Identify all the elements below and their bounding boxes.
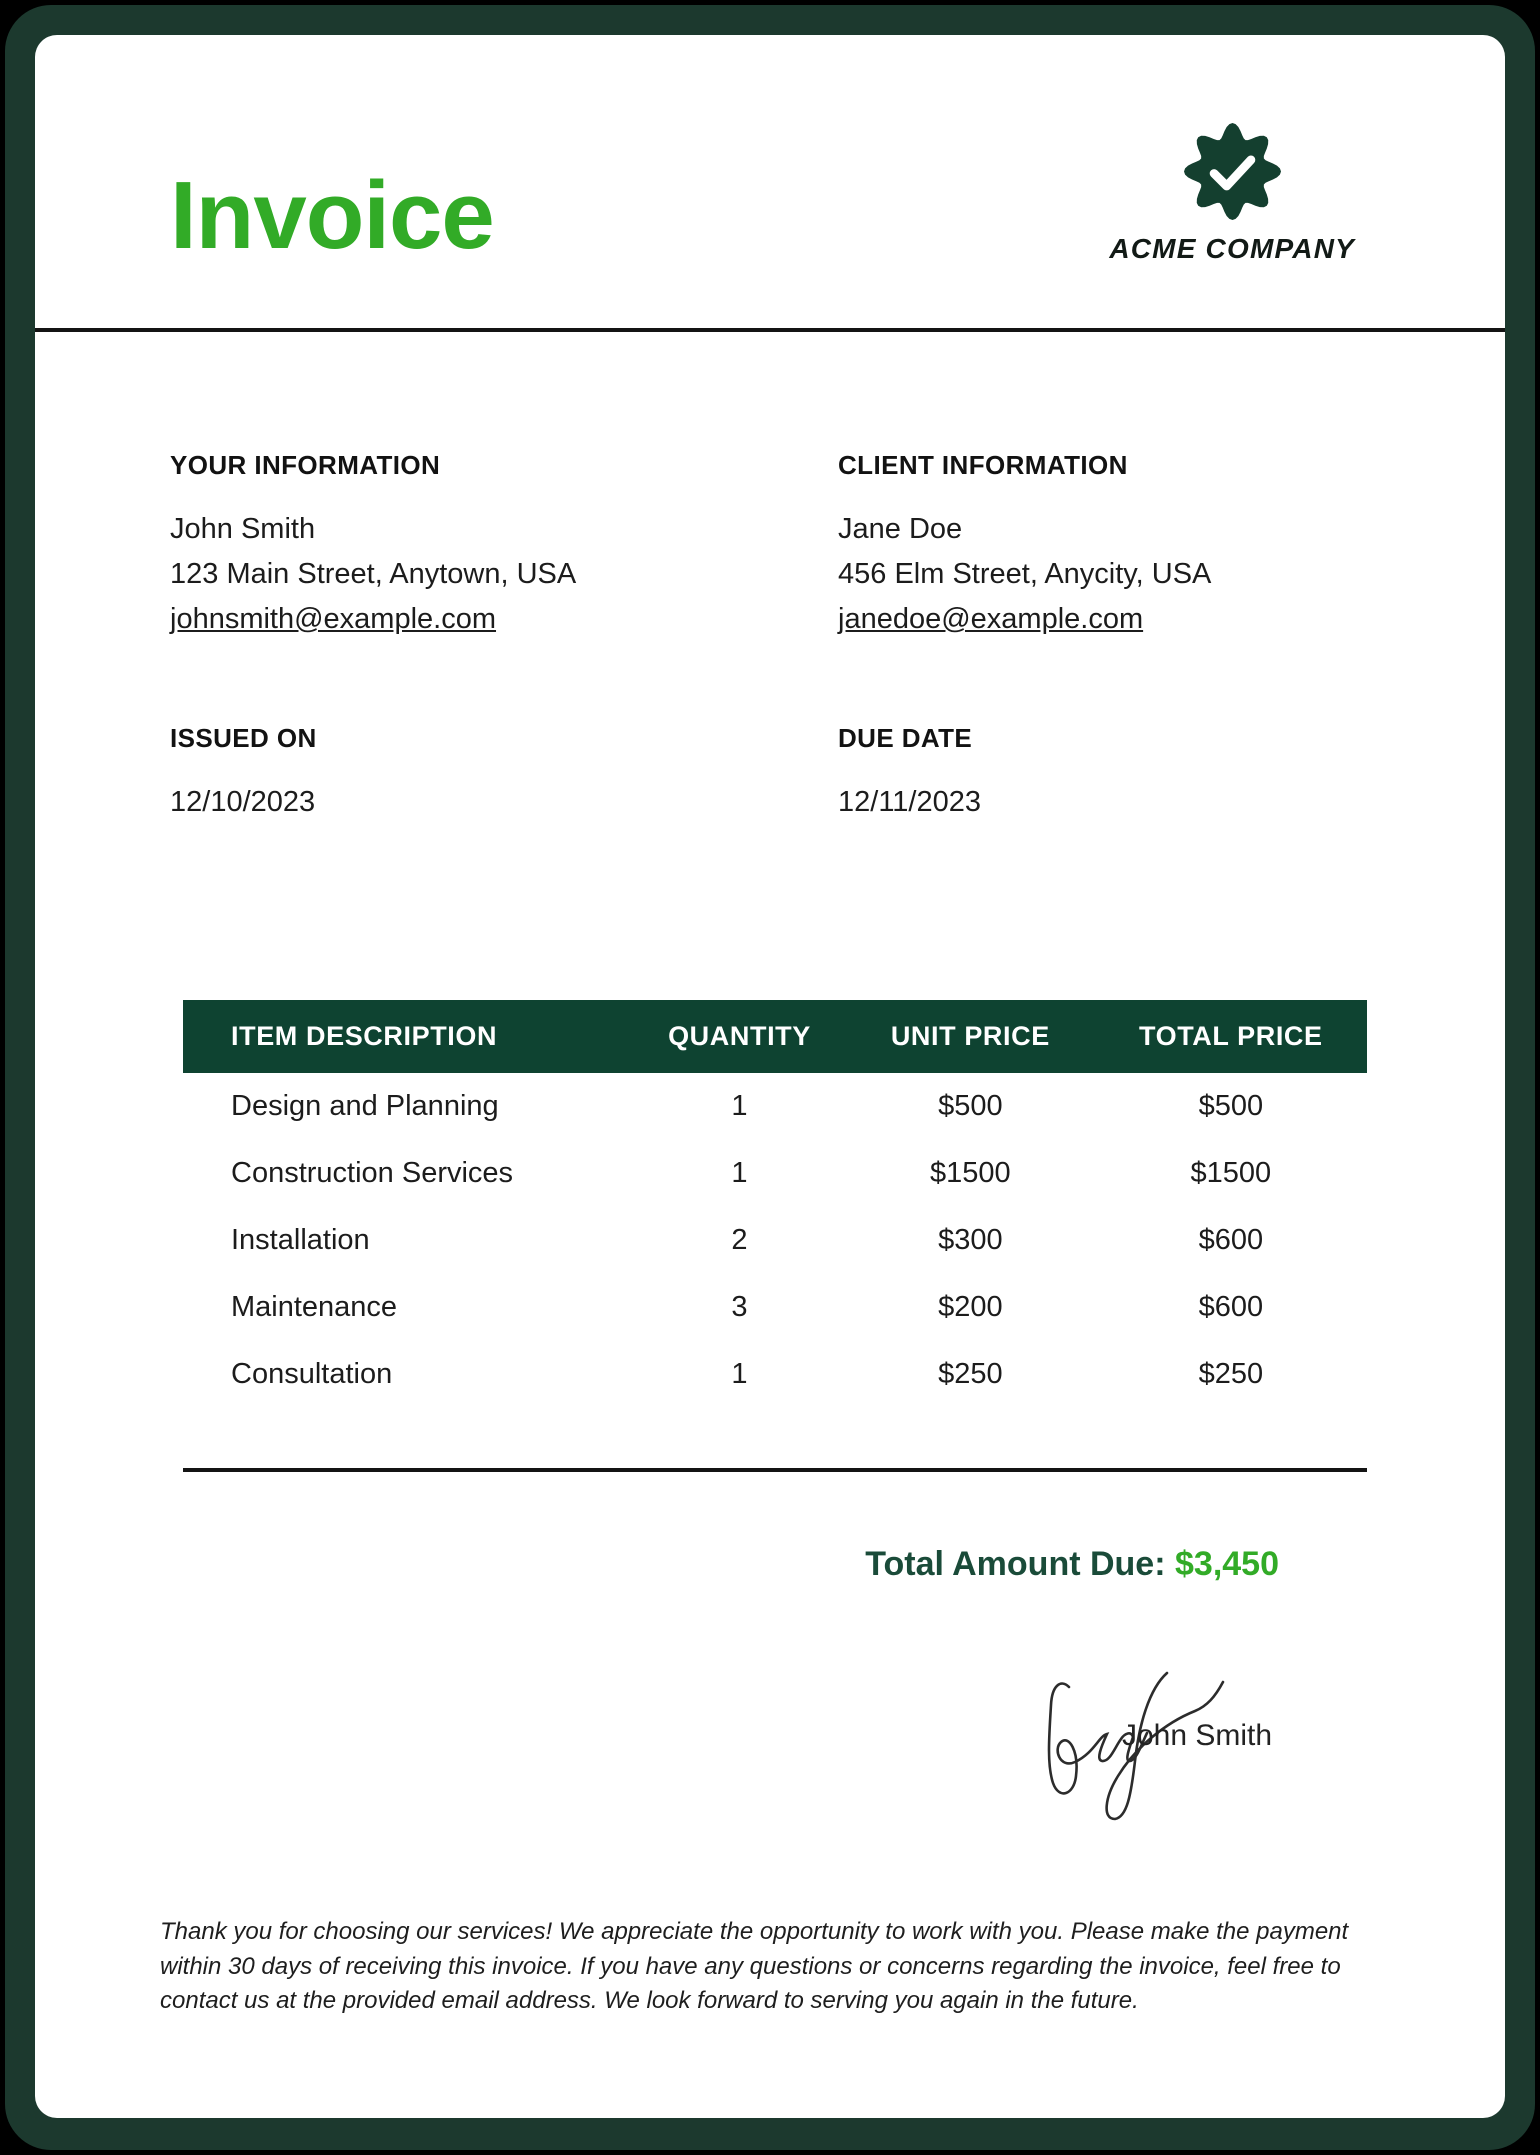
parties-section <box>170 449 1370 642</box>
issued-on-value: 12/10/2023 <box>170 786 316 818</box>
item-total-price: $600 <box>1198 1291 1264 1323</box>
column-header-item-description: ITEM DESCRIPTION <box>183 1000 633 1073</box>
table-row <box>183 1274 1367 1341</box>
signature-block <box>1039 1663 1273 1838</box>
item-total-price: $500 <box>1198 1090 1264 1122</box>
your-name: John Smith <box>170 513 316 545</box>
table-header-row <box>183 1000 1367 1073</box>
footer-line: within 30 days of receiving this invoice. If you have any questions or concerns regarding the invoice, feel free to <box>160 1952 1341 1980</box>
item-quantity: 3 <box>731 1291 748 1323</box>
item-total-price: $600 <box>1198 1224 1264 1256</box>
header-divider <box>35 328 1505 332</box>
item-unit-price: $500 <box>938 1090 1003 1122</box>
verified-badge-icon <box>1184 123 1281 220</box>
column-header-unit-price: UNIT PRICE <box>846 1000 1095 1073</box>
due-date-label: DUE DATE <box>838 723 973 753</box>
invoice-card-border <box>5 5 1535 2150</box>
page-title: Invoice <box>170 162 494 269</box>
client-information-label: CLIENT INFORMATION <box>838 450 1128 480</box>
item-description: Construction Services <box>231 1157 514 1189</box>
total-amount-value: $3,450 <box>1175 1545 1279 1583</box>
your-information-block <box>170 449 838 642</box>
issued-on-block <box>170 722 838 825</box>
client-email-link[interactable]: janedoe@example.com <box>838 603 1144 635</box>
company-name: ACME COMPANY <box>1109 233 1355 264</box>
item-unit-price: $200 <box>938 1291 1003 1323</box>
item-quantity: 2 <box>731 1224 748 1256</box>
invoice-page <box>35 35 1505 2118</box>
item-description: Consultation <box>231 1358 393 1390</box>
table-row <box>183 1207 1367 1274</box>
due-date-block <box>838 722 1370 825</box>
item-quantity: 1 <box>731 1157 748 1189</box>
client-address: 456 Elm Street, Anycity, USA <box>838 558 1212 590</box>
item-description: Maintenance <box>231 1291 398 1323</box>
item-quantity: 1 <box>731 1358 748 1390</box>
line-items-table <box>183 1000 1367 1408</box>
item-total-price: $1500 <box>1190 1157 1272 1189</box>
your-information-label: YOUR INFORMATION <box>170 450 441 480</box>
dates-section <box>170 722 1370 825</box>
item-unit-price: $300 <box>938 1224 1003 1256</box>
total-amount-label: Total Amount Due: <box>865 1545 1166 1583</box>
your-address: 123 Main Street, Anytown, USA <box>170 558 577 590</box>
footer-line: Thank you for choosing our services! We appreciate the opportunity to work with you. Please make the payment <box>160 1918 1349 1945</box>
client-name: Jane Doe <box>838 513 963 545</box>
table-row <box>183 1341 1367 1408</box>
your-email-link[interactable]: johnsmith@example.com <box>170 603 497 635</box>
footer-line: contact us at the provided email address. We look forward to serving you again in the future. <box>160 1987 1139 2014</box>
company-logo <box>1109 123 1355 265</box>
item-quantity: 1 <box>731 1090 748 1122</box>
item-description: Design and Planning <box>231 1090 499 1122</box>
signature-name: John Smith <box>1122 1719 1273 1752</box>
issued-on-label: ISSUED ON <box>170 723 317 753</box>
table-row <box>183 1140 1367 1207</box>
footer-note <box>160 1915 1360 2019</box>
table-bottom-divider <box>183 1468 1367 1472</box>
item-unit-price: $250 <box>938 1358 1003 1390</box>
due-date-value: 12/11/2023 <box>838 786 981 818</box>
table-row <box>183 1073 1367 1140</box>
item-total-price: $250 <box>1198 1358 1264 1390</box>
client-information-block <box>838 449 1370 642</box>
item-description: Installation <box>231 1224 370 1256</box>
total-amount-due <box>183 1545 1279 1584</box>
item-unit-price: $1500 <box>930 1157 1011 1189</box>
column-header-quantity: QUANTITY <box>633 1000 846 1073</box>
column-header-total-price: TOTAL PRICE <box>1095 1000 1367 1073</box>
